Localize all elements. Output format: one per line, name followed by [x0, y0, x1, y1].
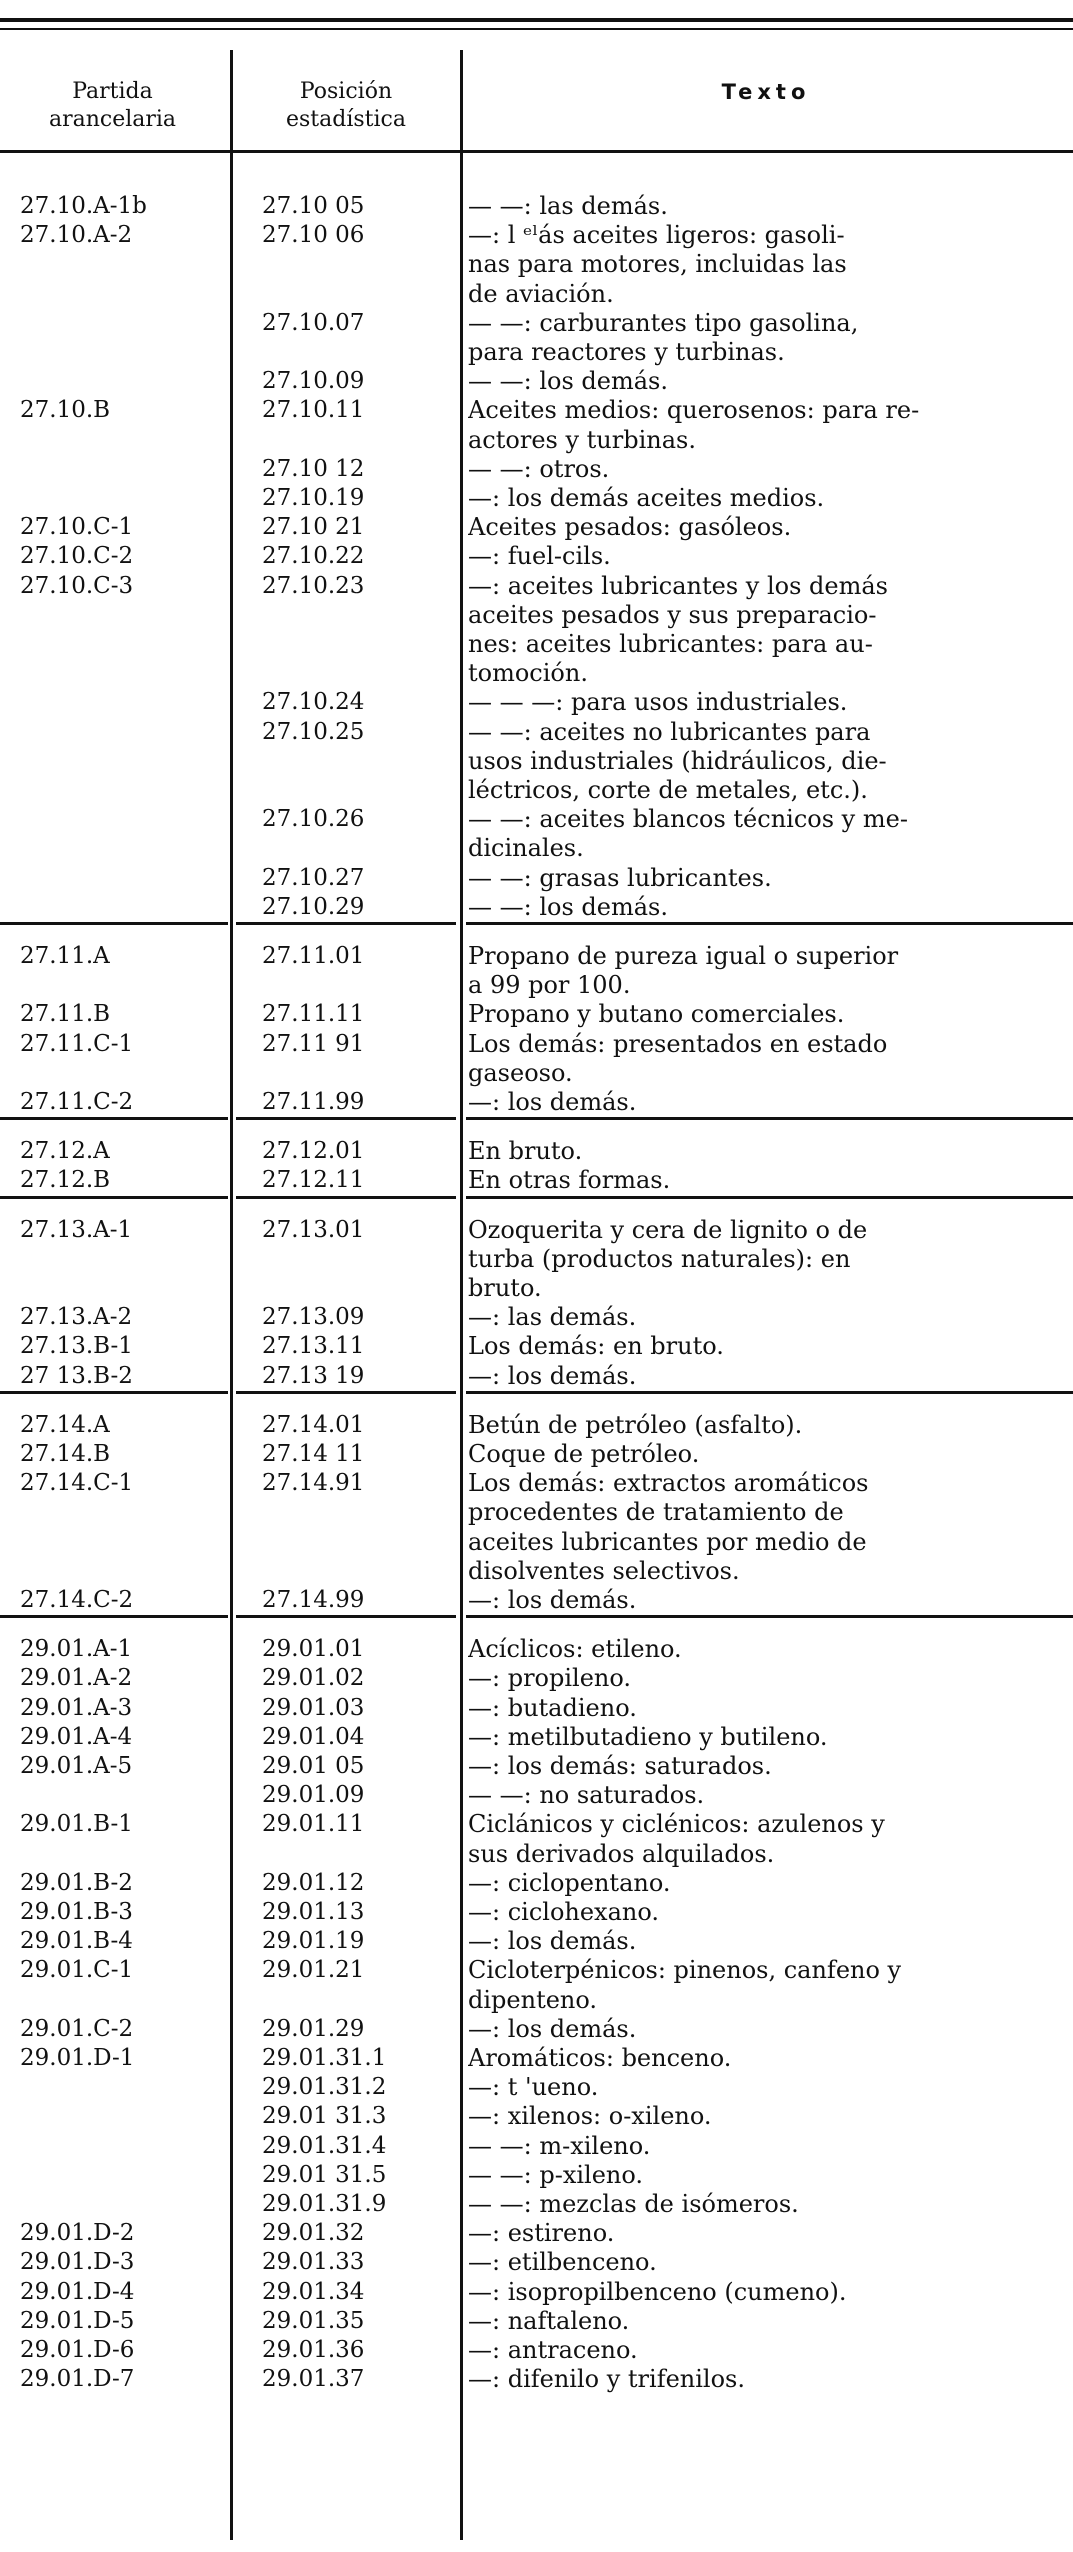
- texto-cell: —: l ᵉˡás aceites ligeros: gasoli-: [468, 221, 845, 250]
- header-posicion-line2: estadística: [286, 107, 406, 132]
- texto-cell: —: estireno.: [468, 2219, 615, 2248]
- texto-cell: Cicloterpénicos: pinenos, canfeno y: [468, 1956, 902, 1985]
- table-row: [0, 1301, 1073, 1333]
- texto-cell: —: los demás aceites medios.: [468, 484, 825, 512]
- partida-cell: 27.11.B: [20, 1001, 111, 1028]
- table-row: [0, 628, 1073, 660]
- table-row: [0, 891, 1073, 923]
- table-row: [0, 278, 1073, 310]
- partida-cell: 29.01.D-5: [20, 2307, 135, 2334]
- texto-cell: —: los demás.: [468, 1586, 637, 1614]
- texto-cell: dicinales.: [468, 834, 584, 863]
- table-row: [0, 657, 1073, 689]
- texto-cell: Aromáticos: benceno.: [468, 2044, 732, 2072]
- group-separator: [236, 1615, 456, 1618]
- partida-cell: 29.01.D-6: [20, 2337, 135, 2363]
- group-separator: [466, 1391, 1073, 1394]
- header-posicion: [236, 78, 456, 134]
- header-rule: [0, 150, 1073, 153]
- table-row: [0, 1438, 1073, 1470]
- texto-cell: —: t 'ueno.: [468, 2073, 599, 2102]
- table-row: [0, 365, 1073, 397]
- partida-cell: 27.13.A-2: [20, 1304, 133, 1331]
- group-separator: [466, 1615, 1073, 1618]
- posicion-cell: 27.10.09: [262, 368, 365, 395]
- table-row: [0, 453, 1073, 485]
- group-separator: [0, 922, 228, 925]
- group-separator: [236, 1391, 456, 1394]
- texto-cell: a 99 por 100.: [468, 971, 631, 1000]
- texto-cell: —: xilenos: o-xileno.: [468, 2102, 712, 2131]
- group-separator: [0, 1117, 228, 1120]
- texto-cell: aceites pesados y sus preparacio-: [468, 600, 877, 629]
- partida-cell: 29.01.A-4: [20, 1723, 133, 1750]
- posicion-cell: 27.10 05: [262, 193, 365, 219]
- table-row: [0, 1555, 1073, 1587]
- posicion-cell: 29.01.13: [262, 1899, 365, 1925]
- table-row: [0, 1838, 1073, 1870]
- posicion-cell: 27.10 21: [262, 514, 365, 541]
- group-separator: [0, 1391, 228, 1394]
- partida-cell: 27.10.C-2: [20, 543, 134, 570]
- table-row: [0, 424, 1073, 456]
- posicion-cell: 29.01.37: [262, 2366, 365, 2393]
- table-row: [0, 1526, 1073, 1558]
- posicion-cell: 27.13.01: [262, 1216, 365, 1243]
- table-row: [0, 1954, 1073, 1986]
- partida-cell: 29.01.C-2: [20, 2015, 134, 2042]
- posicion-cell: 27.10.25: [262, 718, 365, 745]
- table-row: [0, 1633, 1073, 1665]
- posicion-cell: 29.01.36: [262, 2337, 365, 2363]
- table-row: [0, 1330, 1073, 1362]
- partida-cell: 29.01.D-3: [20, 2249, 135, 2276]
- posicion-cell: 27.10.19: [262, 485, 365, 511]
- table-row: [0, 940, 1073, 972]
- posicion-cell: 29.01.12: [262, 1869, 365, 1896]
- table-row: [0, 2276, 1073, 2308]
- table-row: [0, 2071, 1073, 2103]
- partida-cell: 27.10.B: [20, 397, 111, 424]
- table-row: [0, 774, 1073, 806]
- table-row: [0, 599, 1073, 631]
- posicion-cell: 29.01.02: [262, 1665, 365, 1692]
- texto-cell: — — —: para usos industriales.: [468, 688, 848, 717]
- top-rule-thick: [0, 18, 1073, 22]
- table-row: [0, 803, 1073, 835]
- texto-cell: —: los demás.: [468, 2014, 637, 2043]
- texto-cell: sus derivados alquilados.: [468, 1839, 775, 1868]
- texto-cell: disolventes selectivos.: [468, 1556, 740, 1585]
- texto-cell: gaseoso.: [468, 1058, 573, 1087]
- posicion-cell: 27.14.91: [262, 1470, 365, 1497]
- texto-cell: — —: p-xileno.: [468, 2160, 644, 2189]
- table-row: [0, 1496, 1073, 1528]
- header-texto: Texto: [721, 80, 811, 104]
- table-row: [0, 1779, 1073, 1811]
- posicion-cell: 27.13 19: [262, 1362, 365, 1389]
- partida-cell: 27.13.A-1: [20, 1216, 133, 1243]
- posicion-cell: 27.10 12: [262, 455, 365, 482]
- table-row: [0, 190, 1073, 222]
- table-row: [0, 2042, 1073, 2074]
- partida-cell: 27.14.B: [20, 1441, 111, 1467]
- partida-cell: 29.01.A-3: [20, 1694, 133, 1721]
- table-row: [0, 1896, 1073, 1928]
- texto-cell: —: isopropilbenceno (cumeno).: [468, 2277, 847, 2306]
- texto-cell: — —: aceites blancos técnicos y me-: [468, 805, 908, 834]
- table-row: [0, 1662, 1073, 1694]
- posicion-cell: 27.11.99: [262, 1089, 365, 1115]
- posicion-cell: 27.10.11: [262, 397, 365, 424]
- table-row: [0, 1135, 1073, 1167]
- texto-cell: Acíclicos: etileno.: [468, 1635, 682, 1664]
- table-row: [0, 2013, 1073, 2045]
- table-row: [0, 1057, 1073, 1089]
- partida-cell: 27.11.C-2: [20, 1089, 134, 1115]
- posicion-cell: 29.01.31.4: [262, 2132, 387, 2159]
- posicion-cell: 27.10.07: [262, 309, 365, 336]
- table-row: [0, 686, 1073, 718]
- texto-cell: En bruto.: [468, 1137, 583, 1166]
- posicion-cell: 27.11.11: [262, 1001, 365, 1028]
- table-row: [0, 511, 1073, 543]
- texto-cell: Los demás: presentados en estado: [468, 1029, 888, 1058]
- partida-cell: 29.01.A-2: [20, 1665, 133, 1692]
- texto-cell: Coque de petróleo.: [468, 1440, 700, 1468]
- table-row: [0, 1409, 1073, 1441]
- texto-cell: —: los demás.: [468, 1927, 637, 1956]
- posicion-cell: 29.01.01: [262, 1636, 365, 1663]
- table-row: [0, 1925, 1073, 1957]
- texto-cell: usos industriales (hidráulicos, die-: [468, 746, 887, 775]
- partida-cell: 29.01.C-1: [20, 1957, 134, 1984]
- table-row: [0, 2159, 1073, 2191]
- texto-cell: tomoción.: [468, 659, 588, 688]
- partida-cell: 27.10.C-3: [20, 572, 134, 599]
- partida-cell: 27.10.C-1: [20, 514, 134, 541]
- posicion-cell: 29.01.21: [262, 1957, 365, 1984]
- posicion-cell: 29.01.34: [262, 2278, 365, 2305]
- partida-cell: 29.01.A-5: [20, 1753, 133, 1779]
- texto-cell: — —: aceites no lubricantes para: [468, 717, 871, 746]
- texto-cell: turba (productos naturales): en: [468, 1244, 851, 1273]
- texto-cell: —: los demás.: [468, 1088, 637, 1116]
- group-separator: [0, 1196, 228, 1199]
- table-row: [0, 540, 1073, 572]
- posicion-cell: 29.01 31.3: [262, 2103, 387, 2130]
- texto-cell: —: butadieno.: [468, 1693, 637, 1722]
- header-posicion-line1: Posición: [299, 79, 393, 104]
- posicion-cell: 27.13.09: [262, 1304, 365, 1331]
- partida-cell: 27.14.C-1: [20, 1470, 134, 1497]
- texto-cell: — —: grasas lubricantes.: [468, 863, 772, 892]
- partida-cell: 29.01.B-1: [20, 1811, 133, 1838]
- table-row: [0, 248, 1073, 280]
- texto-cell: actores y turbinas.: [468, 425, 696, 454]
- texto-cell: —: difenilo y trifenilos.: [468, 2365, 745, 2394]
- posicion-cell: 29.01.29: [262, 2015, 365, 2042]
- texto-cell: de aviación.: [468, 279, 614, 308]
- texto-cell: —: propileno.: [468, 1664, 632, 1693]
- posicion-cell: 29.01.03: [262, 1694, 365, 1721]
- table-row: [0, 1214, 1073, 1246]
- table-row: [0, 832, 1073, 864]
- posicion-cell: 29.01 05: [262, 1753, 365, 1779]
- posicion-cell: 27.14.01: [262, 1411, 365, 1438]
- table-row: [0, 336, 1073, 368]
- posicion-cell: 27.10 06: [262, 222, 365, 249]
- posicion-cell: 27.14.99: [262, 1587, 365, 1613]
- texto-cell: procedentes de tratamiento de: [468, 1498, 844, 1527]
- group-separator: [466, 1196, 1073, 1199]
- partida-cell: 29.01.B-2: [20, 1869, 133, 1896]
- texto-cell: — —: mezclas de isómeros.: [468, 2190, 799, 2218]
- texto-cell: — —: carburantes tipo gasolina,: [468, 308, 859, 337]
- table-row: [0, 2305, 1073, 2337]
- table-row: [0, 1584, 1073, 1616]
- table-row: [0, 1721, 1073, 1753]
- texto-cell: léctricos, corte de metales, etc.).: [468, 776, 868, 804]
- texto-cell: aceites lubricantes por medio de: [468, 1527, 867, 1556]
- texto-cell: Los demás: en bruto.: [468, 1332, 724, 1361]
- table-row: [0, 219, 1073, 251]
- posicion-cell: 27.14 11: [262, 1441, 365, 1467]
- partida-cell: 27.14.A: [20, 1411, 110, 1438]
- group-separator: [466, 922, 1073, 925]
- posicion-cell: 29.01 31.5: [262, 2161, 387, 2188]
- partida-cell: 27.14.C-2: [20, 1587, 134, 1613]
- texto-cell: —: aceites lubricantes y los demás: [468, 571, 888, 600]
- texto-cell: —: los demás: saturados.: [468, 1752, 772, 1780]
- table-row: [0, 969, 1073, 1001]
- posicion-cell: 29.01.31.2: [262, 2074, 387, 2101]
- table-row: [0, 862, 1073, 894]
- texto-cell: — —: no saturados.: [468, 1781, 705, 1810]
- table-row: [0, 716, 1073, 748]
- table-row: [0, 1692, 1073, 1724]
- texto-cell: Betún de petróleo (asfalto).: [468, 1410, 803, 1439]
- posicion-cell: 27.11 91: [262, 1030, 365, 1057]
- table-row: [0, 745, 1073, 777]
- texto-cell: — —: los demás.: [468, 892, 668, 921]
- posicion-cell: 29.01.32: [262, 2220, 365, 2247]
- texto-cell: Ozoquerita y cera de lignito o de: [468, 1215, 868, 1244]
- posicion-cell: 27.13.11: [262, 1333, 365, 1360]
- posicion-cell: 29.01.33: [262, 2249, 365, 2276]
- partida-cell: 29.01.A-1: [20, 1636, 133, 1663]
- table-row: [0, 570, 1073, 602]
- posicion-cell: 27.10.24: [262, 689, 365, 716]
- table-row: [0, 307, 1073, 339]
- table-row: [0, 1750, 1073, 1782]
- table-row: [0, 2188, 1073, 2220]
- texto-cell: Aceites medios: querosenos: para re-: [468, 396, 920, 425]
- partida-cell: 27.10.A-1b: [20, 193, 147, 219]
- table-row: [0, 1984, 1073, 2016]
- posicion-cell: 27.10.22: [262, 543, 365, 570]
- table-row: [0, 1028, 1073, 1060]
- texto-cell: — —: las demás.: [468, 192, 668, 220]
- texto-cell: —: antraceno.: [468, 2336, 638, 2364]
- partida-cell: 27.11.C-1: [20, 1030, 134, 1057]
- texto-cell: —: etilbenceno.: [468, 2248, 657, 2277]
- texto-cell: para reactores y turbinas.: [468, 338, 785, 366]
- group-separator: [466, 1117, 1073, 1120]
- texto-cell: Aceites pesados: gasóleos.: [468, 513, 792, 542]
- texto-cell: —: las demás.: [468, 1303, 637, 1332]
- texto-cell: — —: los demás.: [468, 367, 668, 396]
- texto-cell: Los demás: extractos aromáticos: [468, 1469, 869, 1498]
- header-partida-line1: Partida: [72, 79, 153, 104]
- texto-cell: —: naftaleno.: [468, 2306, 630, 2335]
- table-row: [0, 1164, 1073, 1196]
- texto-cell: nes: aceites lubricantes: para au-: [468, 630, 873, 658]
- texto-cell: nas para motores, incluidas las: [468, 250, 847, 279]
- partida-cell: 27.12.B: [20, 1167, 111, 1194]
- table-row: [0, 2217, 1073, 2249]
- partida-cell: 27.11.A: [20, 943, 110, 969]
- partida-cell: 29.01.B-3: [20, 1899, 133, 1925]
- header-partida-line2: arancelaria: [48, 107, 177, 132]
- group-separator: [236, 922, 456, 925]
- posicion-cell: 29.01.35: [262, 2307, 365, 2334]
- group-separator: [236, 1196, 456, 1199]
- posicion-cell: 27.12.01: [262, 1138, 365, 1165]
- posicion-cell: 27.10.27: [262, 864, 365, 891]
- table-row: [0, 2246, 1073, 2278]
- posicion-cell: 29.01.31.1: [262, 2045, 387, 2071]
- table-row: [0, 2100, 1073, 2132]
- table-row: [0, 1086, 1073, 1118]
- texto-cell: —: los demás.: [468, 1361, 637, 1390]
- posicion-cell: 27.10.29: [262, 893, 365, 920]
- table-row: [0, 1867, 1073, 1899]
- table-row: [0, 1272, 1073, 1304]
- table-row: [0, 1467, 1073, 1499]
- posicion-cell: 27.11.01: [262, 943, 365, 969]
- texto-cell: bruto.: [468, 1274, 542, 1302]
- partida-cell: 27.13.B-1: [20, 1333, 133, 1360]
- texto-cell: — —: otros.: [468, 454, 610, 483]
- texto-cell: —: ciclohexano.: [468, 1898, 660, 1926]
- texto-cell: —: fuel-cils.: [468, 542, 611, 571]
- partida-cell: 27.12.A: [20, 1138, 110, 1165]
- posicion-cell: 27.12.11: [262, 1167, 365, 1194]
- partida-cell: 29.01.D-7: [20, 2366, 135, 2393]
- texto-cell: Ciclánicos y ciclénicos: azulenos y: [468, 1810, 885, 1839]
- posicion-cell: 27.10.26: [262, 806, 365, 833]
- posicion-cell: 29.01.31.9: [262, 2191, 387, 2217]
- table-row: [0, 2130, 1073, 2162]
- group-separator: [236, 1117, 456, 1120]
- texto-cell: En otras formas.: [468, 1166, 671, 1195]
- table-row: [0, 394, 1073, 426]
- table-row: [0, 1360, 1073, 1392]
- table-row: [0, 1808, 1073, 1840]
- partida-cell: 27 13.B-2: [20, 1362, 133, 1389]
- posicion-cell: 29.01.11: [262, 1811, 365, 1838]
- texto-cell: —: ciclopentano.: [468, 1868, 671, 1897]
- posicion-cell: 29.01.09: [262, 1782, 365, 1809]
- header-partida: [0, 78, 225, 134]
- posicion-cell: 29.01.19: [262, 1928, 365, 1955]
- texto-cell: dipenteno.: [468, 1985, 598, 2014]
- group-separator: [0, 1615, 228, 1618]
- partida-cell: 29.01.B-4: [20, 1928, 133, 1955]
- table-row: [0, 1243, 1073, 1275]
- posicion-cell: 27.10.23: [262, 572, 365, 599]
- table-row: [0, 482, 1073, 514]
- texto-cell: — —: m-xileno.: [468, 2131, 651, 2160]
- posicion-cell: 29.01.04: [262, 1723, 365, 1750]
- texto-cell: —: metilbutadieno y butileno.: [468, 1722, 828, 1751]
- partida-cell: 27.10.A-2: [20, 222, 133, 249]
- table-row: [0, 2334, 1073, 2366]
- table-row: [0, 998, 1073, 1030]
- texto-cell: Propano de pureza igual o superior: [468, 942, 899, 970]
- texto-cell: Propano y butano comerciales.: [468, 1000, 845, 1029]
- partida-cell: 29.01.D-1: [20, 2045, 135, 2071]
- partida-cell: 29.01.D-4: [20, 2278, 135, 2305]
- table-row: [0, 2363, 1073, 2395]
- partida-cell: 29.01.D-2: [20, 2220, 135, 2247]
- top-rule-thin: [0, 28, 1073, 30]
